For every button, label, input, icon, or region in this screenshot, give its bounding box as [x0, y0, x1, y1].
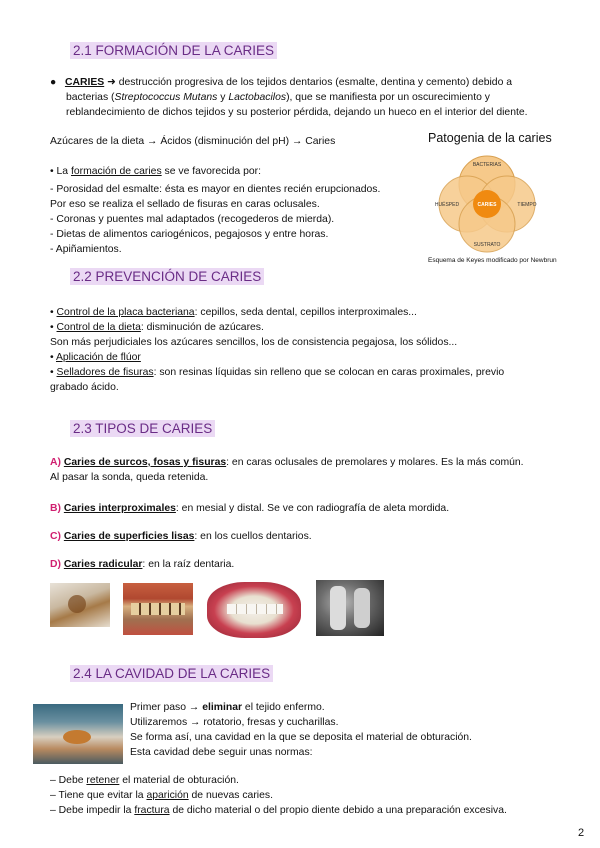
- bullet-dot: ●: [50, 77, 65, 88]
- caries-definition: [50, 75, 512, 90]
- tipo-b: [50, 501, 449, 516]
- bold-term: eliminar: [202, 702, 243, 713]
- text: : en los cuellos dentarios.: [194, 531, 312, 542]
- type-title: Caries radicular: [63, 559, 143, 570]
- text: : en la raíz dentaria.: [142, 559, 235, 570]
- text: bacterias (: [66, 92, 115, 103]
- formacion-intro: [50, 164, 261, 179]
- underlined-term: formación de caries: [70, 166, 162, 177]
- prevencion-item: [50, 350, 141, 365]
- underlined-term: aparición: [146, 790, 189, 801]
- photo-cavity: [33, 704, 123, 764]
- section-heading-formacion: 2.1 FORMACIÓN DE LA CARIES: [70, 42, 277, 59]
- text: : en mesial y distal. Se ve con radiografía de aleta mordida.: [175, 503, 450, 514]
- prevencion-note: grabado ácido.: [50, 382, 119, 393]
- underlined-term: Selladores de fisuras: [56, 367, 154, 378]
- caries-definition-line3: reblandecimiento de dichos tejidos y su posterior pérdida, dejando un hueco en el interior del diente.: [66, 107, 528, 118]
- page-number: 2: [578, 827, 585, 839]
- text: : son resinas líquidas sin relleno que se colocan en caras proximales, previo: [153, 367, 505, 378]
- section-heading-tipos: 2.3 TIPOS DE CARIES: [70, 420, 215, 437]
- section-heading-prevencion: 2.2 PREVENCIÓN DE CARIES: [70, 268, 264, 285]
- formacion-item: Por eso se realiza el sellado de fisuras en caras oclusales.: [50, 199, 320, 210]
- cavidad-line1: [130, 700, 325, 715]
- type-title: Caries de surcos, fosas y fisuras: [63, 457, 227, 468]
- diagram-title: Patogenia de la caries: [428, 131, 552, 145]
- type-letter: D): [50, 559, 61, 570]
- caries-def-line1: destrucción progresiva de los tejidos dentarios (esmalte, dentina y cemento) debido a: [118, 77, 513, 88]
- tipo-a: [50, 455, 524, 470]
- text: • La: [50, 166, 71, 177]
- label-sustrato: SUSTRATO: [473, 242, 501, 248]
- prevencion-item: [50, 305, 417, 320]
- text: : en caras oclusales de premolares y molares. Es la más común.: [226, 457, 524, 468]
- cavidad-line2: Utilizaremos → rotatorio, fresas y cucharillas.: [130, 717, 339, 728]
- label-caries: CARIES: [477, 202, 497, 208]
- cavidad-norma: [50, 803, 507, 818]
- photo-occlusal-caries: [50, 583, 110, 627]
- text: : cepillos, seda dental, cepillos interproximales...: [194, 307, 417, 318]
- text: – Debe: [50, 775, 87, 786]
- tipo-d: [50, 557, 234, 572]
- text: de dicho material o del propio diente debido a una preparación excesiva.: [169, 805, 507, 816]
- species-name: Streptococcus Mutans: [114, 92, 218, 103]
- underlined-term: Control de la dieta: [56, 322, 141, 333]
- text: se ve favorecida por:: [161, 166, 261, 177]
- photo-radicular-xray: [316, 580, 384, 636]
- prevencion-note: Son más perjudiciales los azúcares sencillos, los de consistencia pegajosa, los sólidos...: [50, 337, 458, 348]
- underlined-term: fractura: [134, 805, 170, 816]
- text: y: [220, 92, 226, 103]
- species-name: Lactobacilos: [228, 92, 287, 103]
- type-title: Caries de superficies lisas: [63, 531, 195, 542]
- underlined-term: retener: [86, 775, 120, 786]
- arrow-icon: ➜: [107, 77, 116, 88]
- bullet: •: [50, 307, 54, 318]
- underlined-term: Aplicación de flúor: [55, 352, 141, 363]
- prevencion-item: [50, 365, 504, 380]
- text: el tejido enfermo.: [242, 702, 325, 713]
- type-letter: B): [50, 503, 61, 514]
- bullet: •: [50, 352, 54, 363]
- underlined-term: Control de la placa bacteriana: [56, 307, 195, 318]
- bullet: •: [50, 322, 54, 333]
- caries-definition-line2: [66, 90, 490, 105]
- formula-line: Azúcares de la dieta → Ácidos (disminución del pH) → Caries: [50, 136, 336, 147]
- cavidad-norma: [50, 773, 239, 788]
- text: el material de obturación.: [119, 775, 239, 786]
- text: de nuevas caries.: [188, 790, 273, 801]
- section-heading-cavidad: 2.4 LA CAVIDAD DE LA CARIES: [70, 665, 273, 682]
- cavidad-line4: Esta cavidad debe seguir unas normas:: [130, 747, 313, 758]
- formacion-item: - Porosidad del esmalte: ésta es mayor en dientes recién erupcionados.: [50, 184, 381, 195]
- caries-term: CARIES: [64, 77, 105, 88]
- text: – Tiene que evitar la: [50, 790, 147, 801]
- label-tiempo: TIEMPO: [517, 202, 537, 208]
- bullet: •: [50, 367, 54, 378]
- formacion-item: - Apiñamientos.: [50, 244, 122, 255]
- formacion-item: - Coronas y puentes mal adaptados (recogederos de mierda).: [50, 214, 335, 225]
- keyes-venn-diagram: [425, 150, 575, 270]
- tipo-a-line2: Al pasar la sonda, queda retenida.: [50, 472, 209, 483]
- formacion-item: - Dietas de alimentos cariogénicos, pegajosos y entre horas.: [50, 229, 329, 240]
- label-bacterias: BACTERIAS: [472, 162, 502, 168]
- type-letter: C): [50, 531, 61, 542]
- photo-interproximal-caries: [123, 583, 193, 635]
- label-huesped: HUÉSPED: [434, 202, 460, 208]
- text: Primer paso →: [130, 702, 203, 713]
- text: ), que se manifiesta por un oscurecimiento y: [286, 92, 490, 103]
- text: : disminución de azúcares.: [140, 322, 264, 333]
- cavidad-norma: [50, 788, 273, 803]
- text: – Debe impedir la: [50, 805, 135, 816]
- tipo-c: [50, 529, 312, 544]
- type-letter: A): [50, 457, 61, 468]
- prevencion-item: [50, 320, 264, 335]
- cavidad-line3: Se forma así, una cavidad en la que se deposita el material de obturación.: [130, 732, 472, 743]
- type-title: Caries interproximales: [63, 503, 176, 514]
- photo-smooth-surface-caries: [207, 582, 301, 638]
- diagram-caption: Esquema de Keyes modificado por Newbrun: [428, 257, 557, 264]
